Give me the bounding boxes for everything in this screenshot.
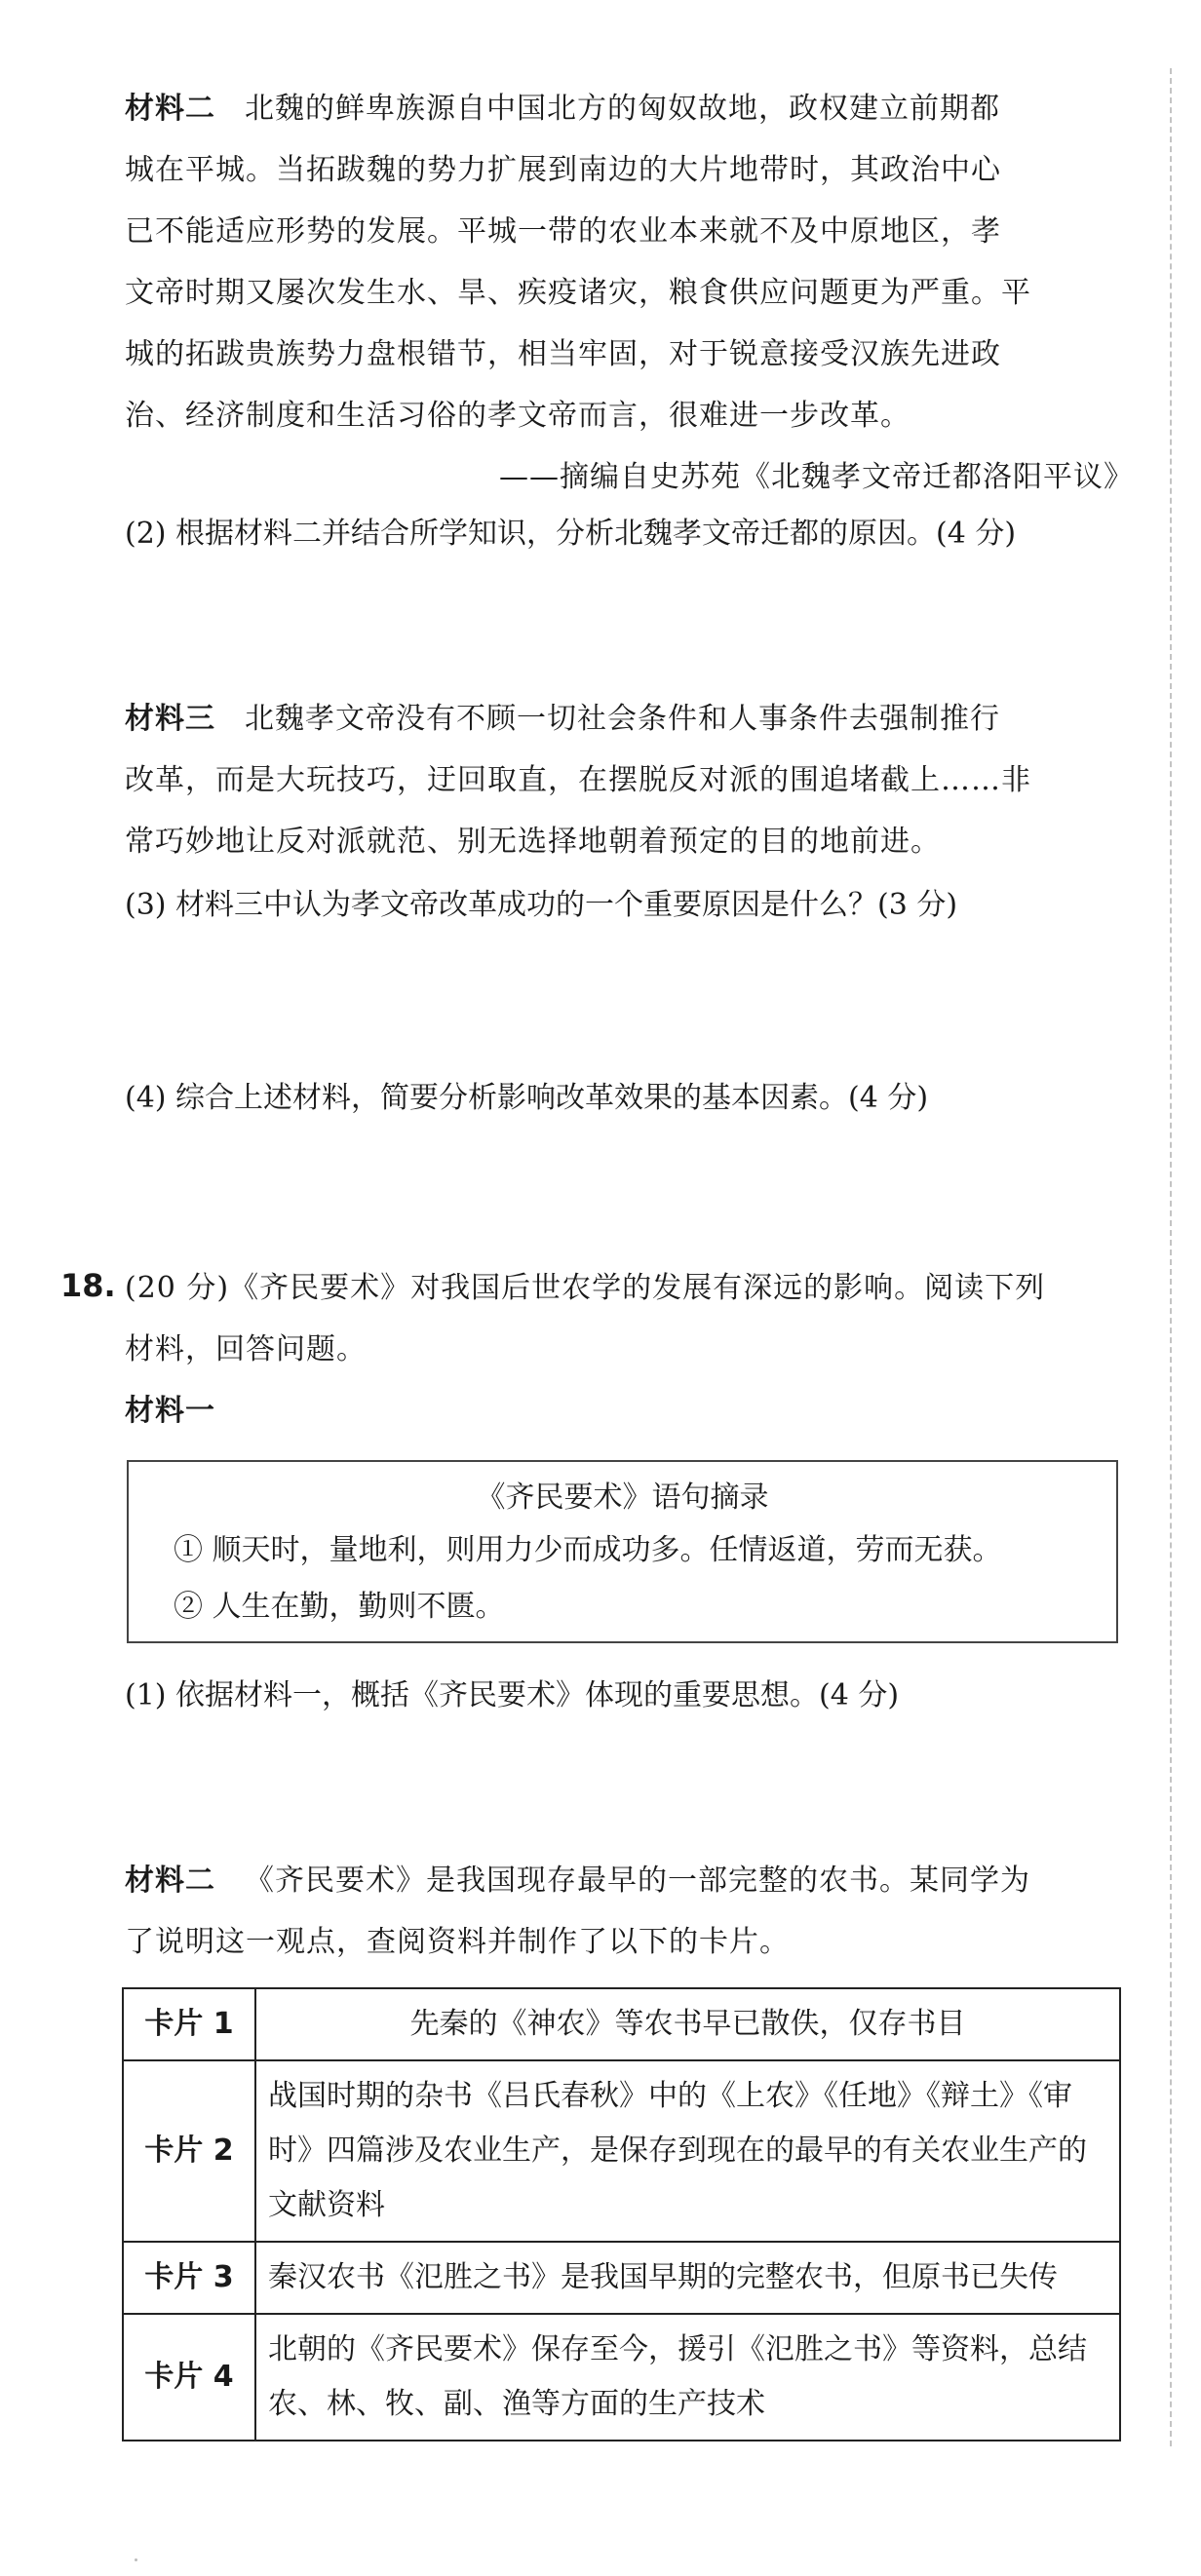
question-2: (2) 根据材料二并结合所学知识，分析北魏孝文帝迁都的原因。(4 分) (125, 517, 1017, 551)
material-label: 材料二 (125, 92, 215, 126)
card-head: 卡片 2 (123, 2060, 255, 2242)
passage-line: 城在平城。当拓跋魏的势力扩展到南边的大片地带时，其政治中心 (125, 153, 1001, 187)
stem-line: 材料，回答问题。 (125, 1332, 367, 1366)
question-4: (4) 综合上述材料，简要分析影响改革效果的基本因素。(4 分) (125, 1081, 929, 1115)
passage-source: ——摘编自史苏苑《北魏孝文帝迁都洛阳平议》 (499, 460, 1134, 494)
passage-line: 《齐民要术》是我国现存最早的一部完整的农书。某同学为 (245, 1864, 1030, 1898)
table-row (123, 2060, 1120, 2242)
excerpt-title: 《齐民要术》语句摘录 (476, 1480, 769, 1515)
material-two-passage (125, 78, 1134, 508)
material-label: 材料二 (125, 1864, 215, 1898)
question-number: 18. (60, 1267, 116, 1304)
passage-line: 治、经济制度和生活习俗的孝文帝而言，很难进一步改革。 (125, 399, 910, 433)
passage-line: 北魏的鲜卑族源自中国北方的匈奴故地，政权建立前期都 (245, 92, 1000, 126)
scan-speck (135, 2558, 137, 2561)
passage-line: 已不能适应形势的发展。平城一带的农业本来就不及中原地区，孝 (125, 214, 1001, 249)
passage-line: 文帝时期又屡次发生水、旱、疾疫诸灾，粮食供应问题更为严重。平 (125, 276, 1031, 310)
passage-line: 改革，而是大玩技巧，迂回取直，在摆脱反对派的围追堵截上……非 (125, 763, 1031, 797)
stem-line: (20 分)《齐民要术》对我国后世农学的发展有深远的影响。阅读下列 (125, 1271, 1046, 1305)
table-row (123, 2314, 1120, 2441)
question-3: (3) 材料三中认为孝文帝改革成功的一个重要原因是什么？(3 分) (125, 888, 958, 922)
excerpt-box (127, 1460, 1118, 1643)
binding-dashed-line (1170, 68, 1172, 2446)
question-18-stem (125, 1257, 1134, 1442)
material-three-passage (125, 688, 1134, 872)
material-label: 材料三 (125, 702, 215, 736)
card-text: 北朝的《齐民要术》保存至今，援引《氾胜之书》等资料，总结农、林、牧、副、渔等方面的生产技术 (255, 2314, 1120, 2441)
cards-table (122, 1987, 1121, 2441)
card-text: 战国时期的杂书《吕氏春秋》中的《上农》《任地》《辩土》《审时》四篇涉及农业生产，是保存到现在的最早的有关农业生产的文献资料 (255, 2060, 1120, 2242)
card-head: 卡片 1 (123, 1988, 255, 2060)
passage-line: 北魏孝文帝没有不顾一切社会条件和人事条件去强制推行 (245, 702, 1000, 736)
table-row (123, 1988, 1120, 2060)
passage-line: 城的拓跋贵族势力盘根错节，相当牢固，对于锐意接受汉族先进政 (125, 337, 1001, 371)
passage-line: 了说明这一观点，查阅资料并制作了以下的卡片。 (125, 1925, 790, 1959)
card-head: 卡片 3 (123, 2242, 255, 2314)
card-text: 秦汉农书《氾胜之书》是我国早期的完整农书，但原书已失传 (255, 2242, 1120, 2314)
excerpt-line: ② 人生在勤，勤则不匮。 (174, 1590, 505, 1624)
card-head: 卡片 4 (123, 2314, 255, 2441)
card-text: 先秦的《神农》等农书早已散佚，仅存书目 (255, 1988, 1120, 2060)
excerpt-line: ① 顺天时，量地利，则用力少而成功多。任情返道，劳而无获。 (174, 1533, 1002, 1567)
material-two-18-passage (125, 1850, 1134, 1973)
material-label: 材料一 (125, 1394, 215, 1428)
passage-line: 常巧妙地让反对派就范、别无选择地朝着预定的目的地前进。 (125, 825, 941, 859)
table-row (123, 2242, 1120, 2314)
question-18-1: (1) 依据材料一，概括《齐民要术》体现的重要思想。(4 分) (125, 1678, 900, 1712)
